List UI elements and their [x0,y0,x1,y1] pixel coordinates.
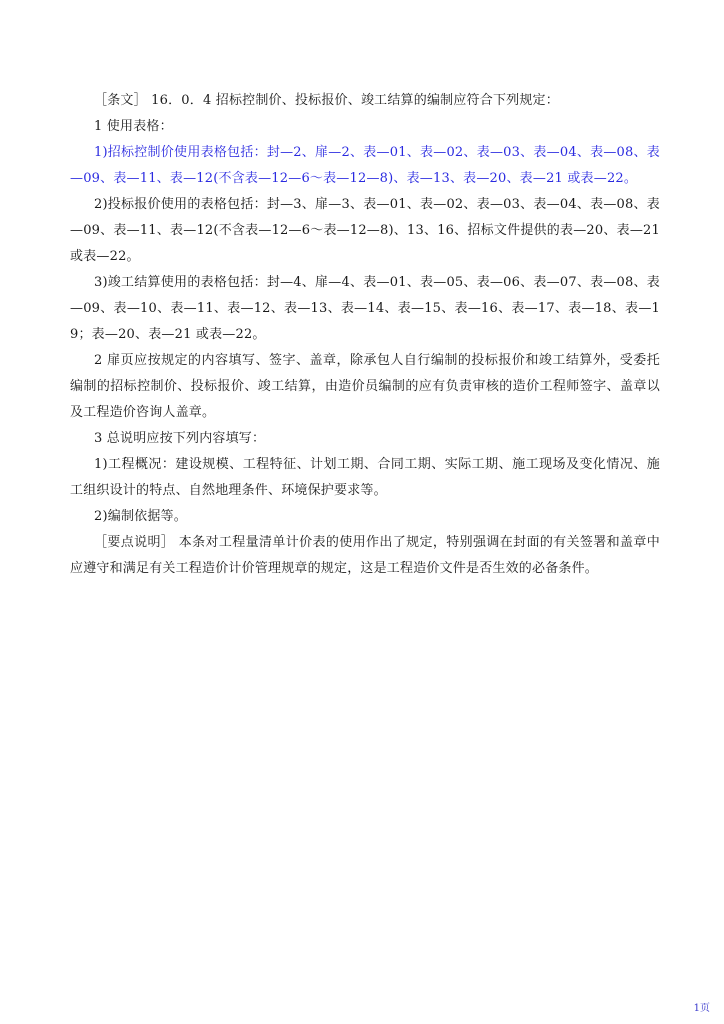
item-1-heading: 1 使用表格： [94,119,173,134]
item-3-heading: 3 总说明应按下列内容填写： [94,431,266,446]
page-number: 1页 [693,1003,710,1014]
item-1-subitem-2: 2)投标报价使用的表格包括：封—3、扉—3、表—01、表—02、表—03、表—04、表—08、表—09、表—11、表—12(不含表—12—6～表—12—8)、13、16、招标文件提供的表—20、表—21 或表—22。 [70,197,660,264]
document-body [70,88,660,582]
clause-heading: ［条文］ 16．0．4 招标控制价、投标报价、竣工结算的编制应符合下列规定： [94,93,559,108]
key-point-explanation: ［要点说明］ 本条对工程量清单计价表的使用作出了规定，特别强调在封面的有关签署和盖章中应遵守和满足有关工程造价计价管理规章的规定，这是工程造价文件是否生效的必备条件。 [70,535,660,576]
item-1-subitem-3: 3)竣工结算使用的表格包括：封—4、扉—4、表—01、表—05、表—06、表—07、表—08、表—09、表—10、表—11、表—12、表—13、表—14、表—15、表—16、表—17、表—18、表—19；表—20、表—21 或表—22。 [70,275,660,342]
item-1-subitem-1: 1)招标控制价使用表格包括：封—2、扉—2、表—01、表—02、表—03、表—04、表—08、表—09、表—11、表—12(不含表—12—6～表—12—8)、表—13、表—20、表—21 或表—22。 [70,145,660,186]
item-3-subitem-2: 2)编制依据等。 [94,509,187,524]
item-3-subitem-1: 1)工程概况：建设规模、工程特征、计划工期、合同工期、实际工期、施工现场及变化情况、施工组织设计的特点、自然地理条件、环境保护要求等。 [70,457,660,498]
item-2-paragraph: 2 扉页应按规定的内容填写、签字、盖章，除承包人自行编制的投标报价和竣工结算外，受委托编制的招标控制价、投标报价、竣工结算，由造价员编制的应有负责审核的造价工程师签字、盖章以及工程造价咨询人盖章。 [70,353,660,420]
